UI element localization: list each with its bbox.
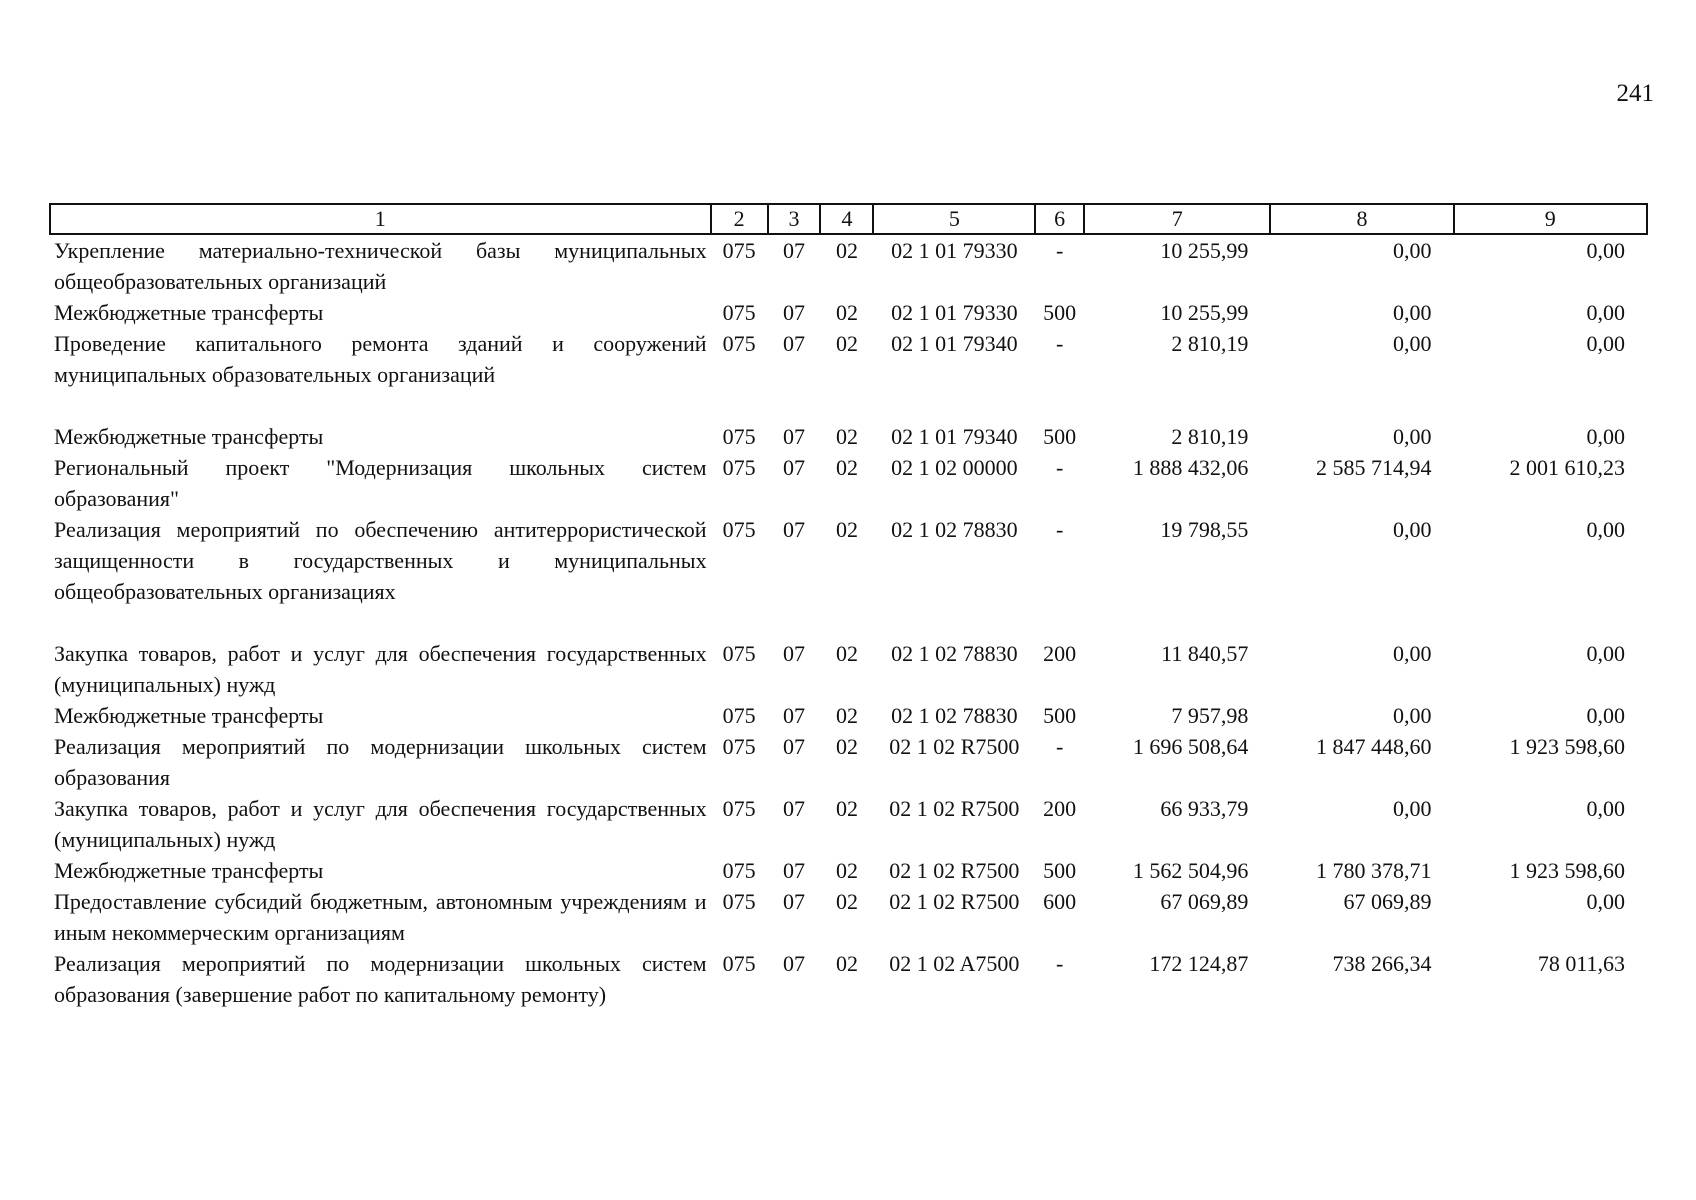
col-5-cell: 02 1 02 00000 [891, 455, 1018, 480]
header-cell: 8 [1270, 204, 1453, 234]
col-3-cell: 07 [783, 734, 806, 759]
col-6-cell: - [1055, 455, 1064, 480]
col-3-cell: 07 [783, 796, 806, 821]
col-6-cell: 500 [1043, 300, 1077, 325]
col-2-cell: 075 [722, 331, 756, 356]
col-7-cell: 2 810,19 [1171, 331, 1249, 356]
col-6-cell: - [1055, 517, 1064, 542]
row-name: Закупка товаров, работ и услуг для обеспечения государственных (муниципальных) нужд [54, 796, 707, 852]
col-9-cell: 0,00 [1586, 331, 1625, 356]
col-5-cell: 02 1 02 R7500 [889, 734, 1020, 759]
col-3-cell: 07 [783, 300, 806, 325]
col-8-cell: 0,00 [1393, 796, 1432, 821]
col-8-cell: 0,00 [1393, 641, 1432, 666]
header-cell: 9 [1454, 204, 1647, 234]
header-cell: 1 [50, 204, 711, 234]
col-8-cell: 0,00 [1393, 517, 1432, 542]
table-row [50, 948, 1647, 1010]
col-5-cell: 02 1 02 78830 [891, 641, 1018, 666]
col-4-cell: 02 [835, 858, 858, 883]
col-5-cell: 02 1 02 R7500 [889, 889, 1020, 914]
col-2-cell: 075 [722, 424, 756, 449]
col-9-cell: 0,00 [1586, 238, 1625, 263]
col-7-cell: 10 255,99 [1160, 238, 1249, 263]
col-9-cell: 0,00 [1586, 641, 1625, 666]
col-7-cell: 10 255,99 [1160, 300, 1249, 325]
col-3-cell: 07 [783, 703, 806, 728]
row-name: Предоставление субсидий бюджетным, автономным учреждениям и иным некоммерческим организациям [54, 889, 707, 945]
col-5-cell: 02 1 02 A7500 [889, 951, 1020, 976]
col-7-cell: 19 798,55 [1160, 517, 1249, 542]
row-name: Реализация мероприятий по модернизации школьных систем образования [54, 734, 707, 790]
col-4-cell: 02 [835, 951, 858, 976]
col-9-cell: 0,00 [1586, 703, 1625, 728]
col-5-cell: 02 1 01 79330 [891, 238, 1018, 263]
header-cell: 3 [768, 204, 821, 234]
header-cell: 7 [1084, 204, 1270, 234]
col-5-cell: 02 1 01 79340 [891, 331, 1018, 356]
col-8-cell: 0,00 [1393, 238, 1432, 263]
col-5-cell: 02 1 02 R7500 [889, 796, 1020, 821]
header-row [50, 204, 1647, 234]
col-9-cell: 0,00 [1586, 796, 1625, 821]
header-cell: 2 [711, 204, 768, 234]
col-4-cell: 02 [835, 424, 858, 449]
table-row [50, 452, 1647, 514]
col-2-cell: 075 [722, 238, 756, 263]
col-4-cell: 02 [835, 455, 858, 480]
col-2-cell: 075 [722, 300, 756, 325]
col-3-cell: 07 [783, 641, 806, 666]
col-3-cell: 07 [783, 424, 806, 449]
col-7-cell: 2 810,19 [1171, 424, 1249, 449]
col-4-cell: 02 [835, 889, 858, 914]
col-3-cell: 07 [783, 517, 806, 542]
col-6-cell: - [1055, 331, 1064, 356]
table-row [50, 234, 1647, 297]
header-cell: 5 [873, 204, 1035, 234]
header-cell: 4 [820, 204, 873, 234]
col-5-cell: 02 1 02 R7500 [889, 858, 1020, 883]
col-4-cell: 02 [835, 703, 858, 728]
row-name: Закупка товаров, работ и услуг для обеспечения государственных (муниципальных) нужд [54, 641, 707, 697]
col-2-cell: 075 [722, 517, 756, 542]
col-6-cell: 200 [1043, 641, 1077, 666]
col-5-cell: 02 1 01 79340 [891, 424, 1018, 449]
col-7-cell: 66 933,79 [1160, 796, 1249, 821]
col-8-cell: 0,00 [1393, 331, 1432, 356]
row-name: Межбюджетные трансферты [54, 300, 324, 325]
col-8-cell: 738 266,34 [1332, 951, 1432, 976]
col-7-cell: 7 957,98 [1171, 703, 1249, 728]
col-3-cell: 07 [783, 238, 806, 263]
col-6-cell: 500 [1043, 424, 1077, 449]
col-9-cell: 2 001 610,23 [1509, 455, 1625, 480]
row-name: Межбюджетные трансферты [54, 703, 324, 728]
table-row [50, 793, 1647, 855]
row-name: Проведение капитального ремонта зданий и сооружений муниципальных образовательных организаций [54, 331, 707, 387]
col-7-cell: 1 888 432,06 [1132, 455, 1249, 480]
col-8-cell: 0,00 [1393, 703, 1432, 728]
page-number: 241 [1616, 80, 1654, 107]
col-9-cell: 0,00 [1586, 424, 1625, 449]
col-8-cell: 67 069,89 [1343, 889, 1432, 914]
col-3-cell: 07 [783, 889, 806, 914]
col-4-cell: 02 [835, 300, 858, 325]
col-2-cell: 075 [722, 951, 756, 976]
row-name: Региональный проект "Модернизация школьных систем образования" [54, 455, 707, 511]
col-2-cell: 075 [722, 858, 756, 883]
col-4-cell: 02 [835, 331, 858, 356]
budget-table [49, 203, 1648, 1010]
col-2-cell: 075 [722, 796, 756, 821]
col-2-cell: 075 [722, 703, 756, 728]
col-8-cell: 0,00 [1393, 424, 1432, 449]
col-7-cell: 11 840,57 [1161, 641, 1249, 666]
table-row [50, 421, 1647, 452]
col-5-cell: 02 1 01 79330 [891, 300, 1018, 325]
col-3-cell: 07 [783, 455, 806, 480]
col-3-cell: 07 [783, 331, 806, 356]
col-2-cell: 075 [722, 889, 756, 914]
col-7-cell: 1 696 508,64 [1132, 734, 1249, 759]
col-9-cell: 0,00 [1586, 889, 1625, 914]
col-6-cell: 500 [1043, 703, 1077, 728]
col-4-cell: 02 [835, 517, 858, 542]
header-cell: 6 [1035, 204, 1084, 234]
col-9-cell: 78 011,63 [1537, 951, 1625, 976]
col-9-cell: 0,00 [1586, 517, 1625, 542]
table-row [50, 855, 1647, 886]
col-9-cell: 1 923 598,60 [1509, 734, 1625, 759]
col-8-cell: 0,00 [1393, 300, 1432, 325]
col-5-cell: 02 1 02 78830 [891, 703, 1018, 728]
col-6-cell: - [1055, 734, 1064, 759]
col-8-cell: 1 780 378,71 [1316, 858, 1432, 883]
col-6-cell: 200 [1043, 796, 1077, 821]
table-row [50, 328, 1647, 421]
col-9-cell: 0,00 [1586, 300, 1625, 325]
col-7-cell: 1 562 504,96 [1132, 858, 1249, 883]
table-row [50, 731, 1647, 793]
table-row [50, 700, 1647, 731]
col-8-cell: 1 847 448,60 [1316, 734, 1432, 759]
table-row [50, 886, 1647, 948]
table-row [50, 514, 1647, 638]
row-name: Межбюджетные трансферты [54, 858, 324, 883]
col-6-cell: 600 [1043, 889, 1077, 914]
col-6-cell: 500 [1043, 858, 1077, 883]
row-name: Межбюджетные трансферты [54, 424, 324, 449]
col-6-cell: - [1055, 951, 1064, 976]
col-2-cell: 075 [722, 641, 756, 666]
col-9-cell: 1 923 598,60 [1509, 858, 1625, 883]
row-name: Реализация мероприятий по обеспечению антитеррористической защищенности в государственных и муниципальных общеобразовательных организациях [54, 517, 707, 604]
col-5-cell: 02 1 02 78830 [891, 517, 1018, 542]
row-name: Реализация мероприятий по модернизации школьных систем образования (завершение работ по капитальному ремонту) [54, 951, 707, 1007]
col-7-cell: 172 124,87 [1149, 951, 1249, 976]
col-7-cell: 67 069,89 [1160, 889, 1249, 914]
col-3-cell: 07 [783, 858, 806, 883]
row-name: Укрепление материально-технической базы муниципальных общеобразовательных организаций [54, 238, 707, 294]
table-row [50, 297, 1647, 328]
col-4-cell: 02 [835, 796, 858, 821]
col-2-cell: 075 [722, 455, 756, 480]
col-8-cell: 2 585 714,94 [1316, 455, 1432, 480]
col-3-cell: 07 [783, 951, 806, 976]
table-row [50, 638, 1647, 700]
col-4-cell: 02 [835, 734, 858, 759]
col-6-cell: - [1055, 238, 1064, 263]
col-2-cell: 075 [722, 734, 756, 759]
col-4-cell: 02 [835, 641, 858, 666]
col-4-cell: 02 [835, 238, 858, 263]
